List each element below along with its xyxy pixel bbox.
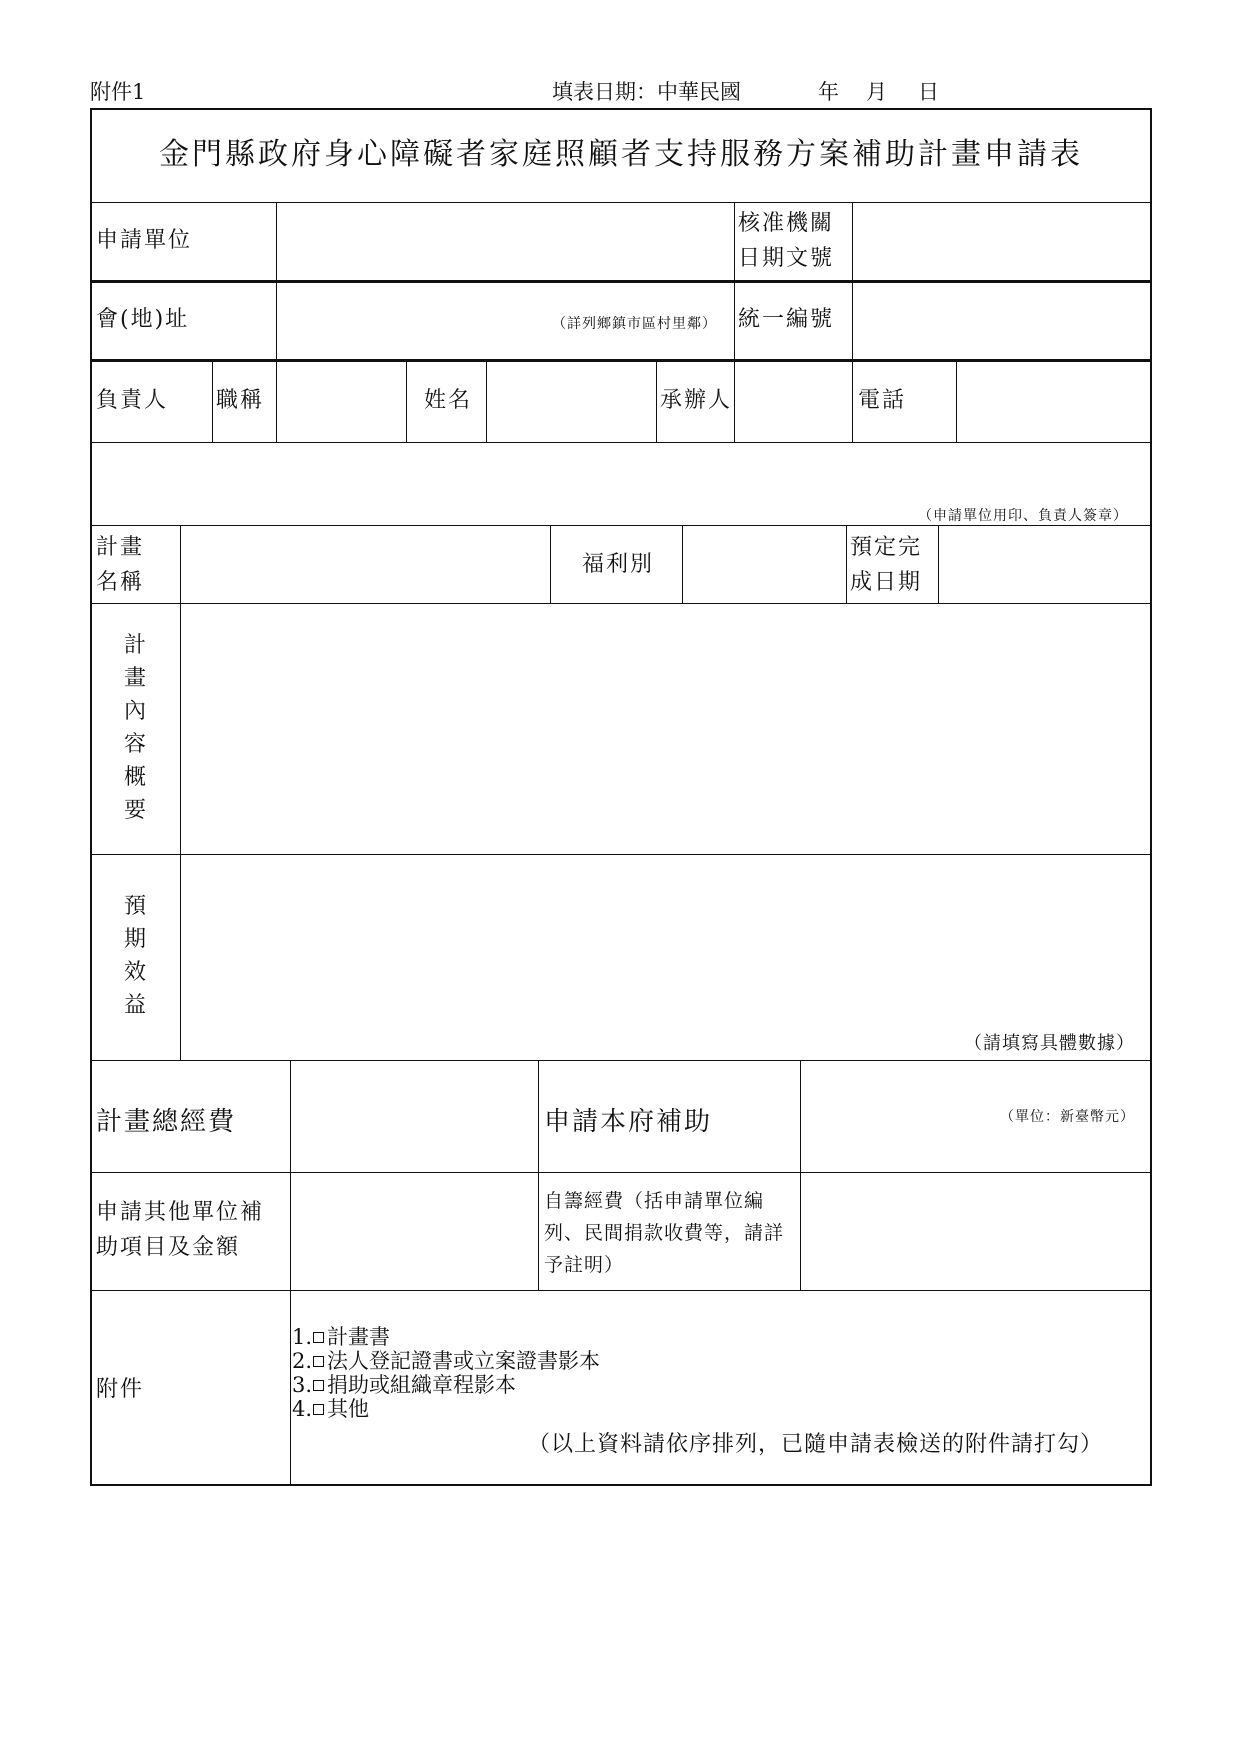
expected-benefit-char: 效	[123, 960, 146, 985]
plan-name-field[interactable]	[182, 527, 548, 601]
rule	[90, 525, 1152, 526]
rule	[682, 525, 683, 603]
rule	[486, 359, 487, 442]
approval-field[interactable]	[854, 204, 1150, 279]
rule	[406, 359, 407, 442]
plan-name-label-line1: 計畫	[96, 535, 145, 560]
subsidy-request-label: 申請本府補助	[544, 1107, 713, 1137]
rule	[90, 1060, 1152, 1061]
plan-summary-field[interactable]	[182, 605, 1150, 853]
checkbox-icon[interactable]	[313, 1380, 324, 1391]
expected-benefit-char: 益	[123, 993, 146, 1018]
applicant-unit-label: 申請單位	[96, 228, 193, 253]
form-title: 金門縣政府身心障礙者家庭照顧者支持服務方案補助計畫申請表	[159, 137, 1083, 172]
fill-date-label: 填表日期：中華民國	[552, 80, 741, 104]
rule	[90, 1290, 1152, 1291]
attachment-number: 4.	[292, 1397, 313, 1421]
attachments-label: 附件	[96, 1377, 145, 1402]
rule	[90, 442, 1152, 443]
due-date-label-line2: 成日期	[850, 570, 923, 595]
plan-summary-char: 要	[123, 798, 146, 823]
applicant-unit-field[interactable]	[278, 204, 732, 279]
tax-id-field[interactable]	[854, 283, 1150, 358]
plan-name-label-line2: 名稱	[96, 570, 145, 595]
handler-field[interactable]	[736, 361, 850, 441]
self-funding-field[interactable]	[802, 1174, 1150, 1289]
job-title-label: 職稱	[216, 388, 265, 413]
attachment-text: 計畫書	[327, 1325, 391, 1349]
attachment-item	[292, 1398, 369, 1421]
rule	[956, 359, 957, 442]
rule	[550, 525, 551, 603]
fill-date-day: 日	[918, 80, 939, 104]
rule	[212, 359, 213, 442]
due-date-label-line1: 預定完	[850, 535, 923, 560]
expected-benefit-char: 預	[123, 894, 146, 919]
checkbox-icon[interactable]	[313, 1332, 324, 1343]
attachment-text: 法人登記證書或立案證書影本	[327, 1349, 601, 1373]
self-funding-label-line3: 予註明）	[544, 1254, 625, 1276]
welfare-type-label: 福利別	[582, 552, 655, 577]
person-in-charge-label: 負責人	[96, 388, 169, 413]
rule	[90, 603, 1152, 604]
currency-unit-hint: （單位：新臺幣元）	[1000, 1109, 1135, 1125]
rule	[852, 359, 853, 442]
fill-date-year: 年	[818, 80, 839, 104]
attachment-item	[292, 1374, 516, 1397]
address-hint: （詳列鄉鎮市區村里鄰）	[552, 316, 717, 332]
plan-summary-label	[120, 629, 150, 827]
expected-benefit-hint: （請填寫具體數據）	[964, 1033, 1135, 1054]
job-title-field[interactable]	[278, 361, 404, 441]
approval-label-line2: 日期文號	[738, 246, 835, 271]
name-label: 姓名	[424, 388, 473, 413]
attachment-number: 1.	[292, 1325, 313, 1349]
due-date-field[interactable]	[940, 527, 1150, 601]
approval-label-line1: 核准機關	[738, 211, 835, 236]
rule	[846, 525, 847, 603]
rule	[276, 202, 277, 359]
plan-summary-char: 計	[123, 633, 146, 658]
expected-benefit-label	[120, 890, 150, 1022]
phone-field[interactable]	[958, 361, 1150, 441]
rule	[938, 525, 939, 603]
other-subsidy-field[interactable]	[292, 1174, 536, 1289]
attachment-text: 捐助或組織章程影本	[327, 1373, 517, 1397]
fill-date-month: 月	[866, 80, 887, 104]
attachment-label: 附件1	[90, 80, 146, 104]
attachment-number: 3.	[292, 1373, 313, 1397]
attachments-note: （以上資料請依序排列，已隨申請表檢送的附件請打勾）	[528, 1432, 1104, 1457]
expected-benefit-char: 期	[123, 927, 146, 952]
checkbox-icon[interactable]	[313, 1404, 324, 1415]
rule	[852, 202, 853, 359]
rule	[90, 202, 1152, 203]
rule	[90, 1172, 1152, 1173]
address-label: 會(地)址	[96, 307, 190, 332]
plan-summary-char: 內	[123, 699, 146, 724]
phone-label: 電話	[858, 388, 907, 413]
rule	[734, 359, 735, 442]
self-funding-label-line2: 列、民間捐款收費等，請詳	[544, 1222, 785, 1244]
attachment-text: 其他	[327, 1397, 370, 1421]
total-budget-label: 計畫總經費	[96, 1107, 237, 1137]
rule	[276, 359, 277, 442]
rule	[290, 1060, 291, 1486]
checkbox-icon[interactable]	[313, 1356, 324, 1367]
self-funding-label-line1: 自籌經費（括申請單位編	[544, 1190, 765, 1212]
seal-hint: （申請單位用印、負責人簽章）	[918, 508, 1128, 524]
attachment-item	[292, 1350, 600, 1373]
plan-summary-char: 容	[123, 732, 146, 757]
tax-id-label: 統一編號	[738, 307, 835, 332]
other-subsidy-label-line2: 助項目及金額	[96, 1235, 241, 1260]
plan-summary-char: 畫	[123, 666, 146, 691]
other-subsidy-label-line1: 申請其他單位補	[96, 1200, 265, 1225]
rule	[800, 1060, 801, 1290]
total-budget-field[interactable]	[292, 1062, 536, 1171]
name-field[interactable]	[488, 361, 654, 441]
handler-label: 承辦人	[660, 388, 733, 413]
rule	[656, 359, 657, 442]
attachment-number: 2.	[292, 1349, 313, 1373]
rule	[90, 854, 1152, 855]
attachment-item	[292, 1326, 390, 1349]
rule	[538, 1060, 539, 1290]
welfare-type-field[interactable]	[684, 527, 844, 601]
rule	[180, 525, 181, 1060]
rule	[734, 202, 735, 359]
plan-summary-char: 概	[123, 765, 146, 790]
